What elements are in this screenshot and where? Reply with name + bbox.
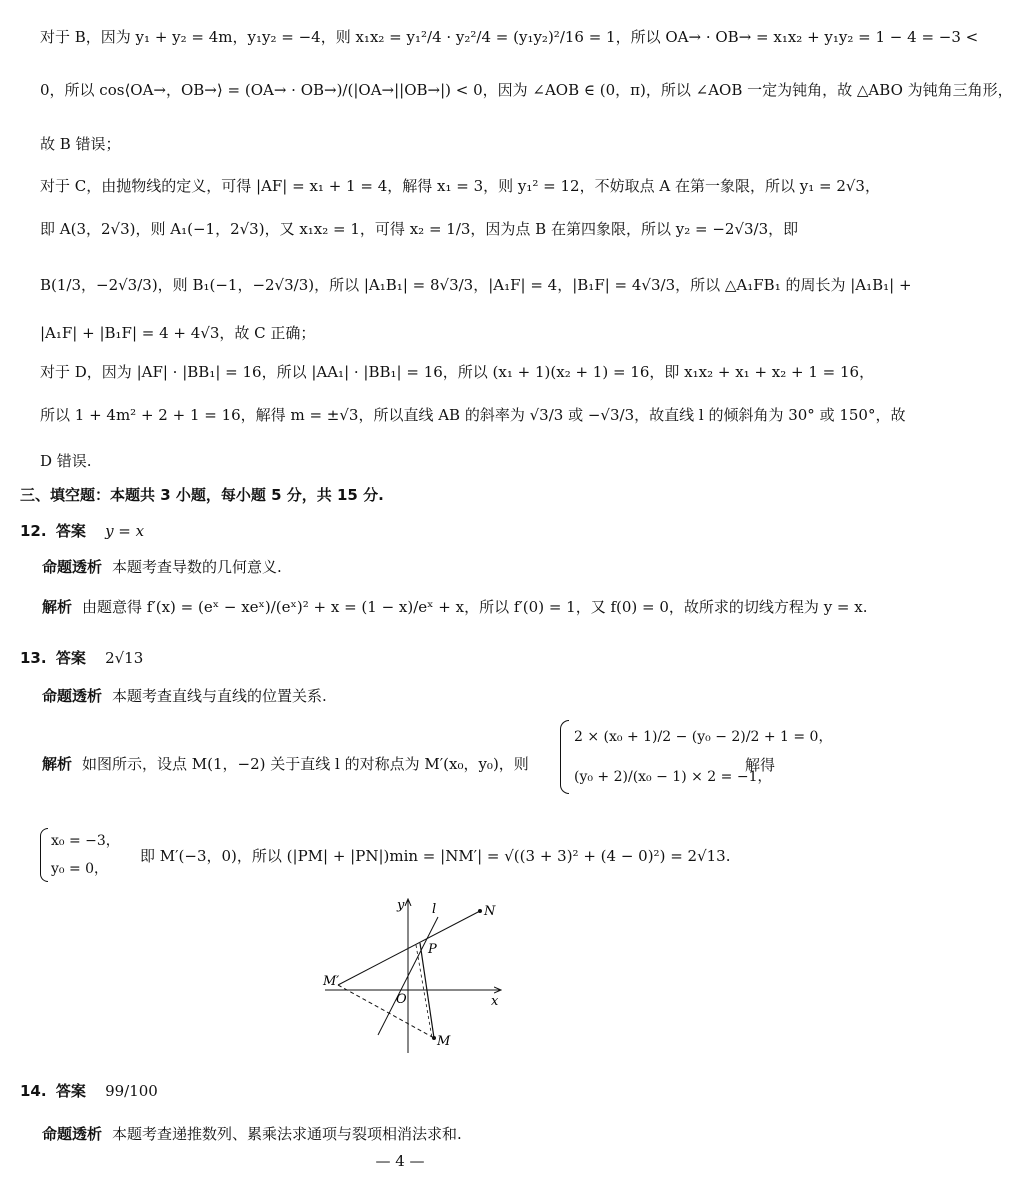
analysis-14: [42, 1124, 770, 1144]
text-line-b1: 对于 B，因为 y₁ + y₂ = 4m，y₁y₂ = −4，则 x₁x₂ = y₁²/4 · y₂²/4 = (y₁y₂)²/16 = 1，所以 OA→ · OB→ = x₁x₂ + y₁y₂ = 1 − 4 = −3 <: [40, 28, 979, 46]
label-o: O: [396, 992, 407, 1007]
question-number: 12.: [20, 522, 47, 540]
text-line-c3: B(1/3，−2√3/3)，则 B₁(−1，−2√3/3)，所以 |A₁B₁| = 8√3/3，|A₁F| = 4，|B₁F| = 4√3/3，所以 △A₁FB₁ 的周长为 |A₁B₁| +: [40, 276, 912, 294]
text-line-b2: 0，所以 cos⟨OA→，OB→⟩ = (OA→ · OB→)/(|OA→||OB→|) < 0，因为 ∠AOB ∈ (0，π)，所以 ∠AOB 一定为钝角，故 △ABO 为钝角三角形，: [40, 81, 1013, 99]
question-13: [20, 647, 143, 668]
answer-value: y = x: [105, 522, 145, 540]
solution-text: 由题意得 f′(x) = (eˣ − xeˣ)/(eˣ)² + x = (1 − x)/eˣ + x，所以 f′(0) = 1，又 f(0) = 0，故所求的切线方程为 y = x.: [82, 598, 868, 616]
label-p: P: [428, 942, 437, 957]
answer-value: 99/100: [105, 1082, 158, 1100]
answer-label: 答案: [55, 522, 86, 540]
section-title: 三、填空题：本题共 3 小题，每小题 5 分，共 15 分.: [20, 486, 384, 504]
text-line-b3: 故 B 错误；: [40, 135, 121, 153]
analysis-13: [42, 686, 770, 706]
system-equation: 2 × (x₀ + 1)/2 − (y₀ − 2)/2 + 1 = 0，: [574, 729, 833, 745]
label-m: M: [437, 1034, 451, 1049]
page-number: — 4 —: [375, 1152, 425, 1170]
equation-system-2: [40, 828, 130, 880]
system-equation: y₀ = 0，: [51, 861, 109, 877]
answer-value: 2√13: [105, 649, 144, 667]
label-x: x: [491, 994, 499, 1009]
text-line-d1: 对于 D，因为 |AF| · |BB₁| = 16，所以 |AA₁| · |BB₁| = 16，所以 (x₁ + 1)(x₂ + 1) = 16，即 x₁x₂ + x₁ + x₂ + 1 = 16，: [40, 363, 875, 381]
question-number: 13.: [20, 649, 47, 667]
solution-text: 如图所示，设点 M(1，−2) 关于直线 l 的对称点为 M′(x₀，y₀)，则: [82, 755, 529, 773]
question-number: 14.: [20, 1082, 47, 1100]
brace: [40, 828, 48, 882]
solve-word: 解得: [745, 756, 776, 774]
brace: [560, 720, 569, 794]
text-line-d2: 所以 1 + 4m² + 2 + 1 = 16，解得 m = ±√3，所以直线 AB 的斜率为 √3/3 或 −√3/3，故直线 l 的倾斜角为 30° 或 150°，故: [40, 406, 906, 424]
label-n: N: [484, 904, 496, 919]
text-line-d3: D 错误.: [40, 452, 92, 470]
solution-12: [42, 597, 868, 617]
label-l: l: [432, 902, 437, 917]
analysis-label: 命题透析: [42, 687, 103, 705]
label-m-prime: M′: [323, 974, 340, 989]
segment-mprime-m: [338, 985, 434, 1038]
text-line-c2: 即 A(3，2√3)，则 A₁(−1，2√3)，又 x₁x₂ = 1，可得 x₂ = 1/3，因为点 B 在第四象限，所以 y₂ = −2√3/3，即: [40, 220, 799, 238]
point-m: [432, 1036, 436, 1040]
solution-label: 解析: [42, 755, 73, 773]
text-line-c4: |A₁F| + |B₁F| = 4 + 4√3，故 C 正确；: [40, 324, 316, 342]
label-y: y: [397, 898, 405, 913]
system-equation: x₀ = −3，: [51, 833, 120, 849]
text-line-c1: 对于 C，由抛物线的定义，可得 |AF| = x₁ + 1 = 4，解得 x₁ = 3，则 y₁² = 12，不妨取点 A 在第一象限，所以 y₁ = 2√3，: [40, 177, 880, 195]
analysis-label: 命题透析: [42, 1125, 103, 1143]
question-14: [20, 1080, 158, 1101]
point-n: [478, 909, 482, 913]
analysis-label: 命题透析: [42, 558, 103, 576]
geometry-figure: [320, 895, 510, 1055]
analysis-12: [42, 557, 770, 577]
analysis-text: 本题考查递推数列、累乘法求通项与裂项相消法求和.: [112, 1125, 462, 1143]
answer-label: 答案: [55, 1082, 86, 1100]
answer-label: 答案: [55, 649, 86, 667]
solution-label: 解析: [42, 598, 73, 616]
system-equation: (y₀ + 2)/(x₀ − 1) × 2 = −1，: [574, 769, 772, 785]
question-12: [20, 520, 144, 541]
analysis-text: 本题考查导数的几何意义.: [112, 558, 282, 576]
solution-text: 即 M′(−3，0)，所以 (|PM| + |PN|)min = |NM′| = √((3 + 3)² + (4 − 0)²) = 2√13.: [140, 847, 731, 865]
analysis-text: 本题考查直线与直线的位置关系.: [112, 687, 327, 705]
segment-p-m-dash: [416, 945, 432, 1038]
